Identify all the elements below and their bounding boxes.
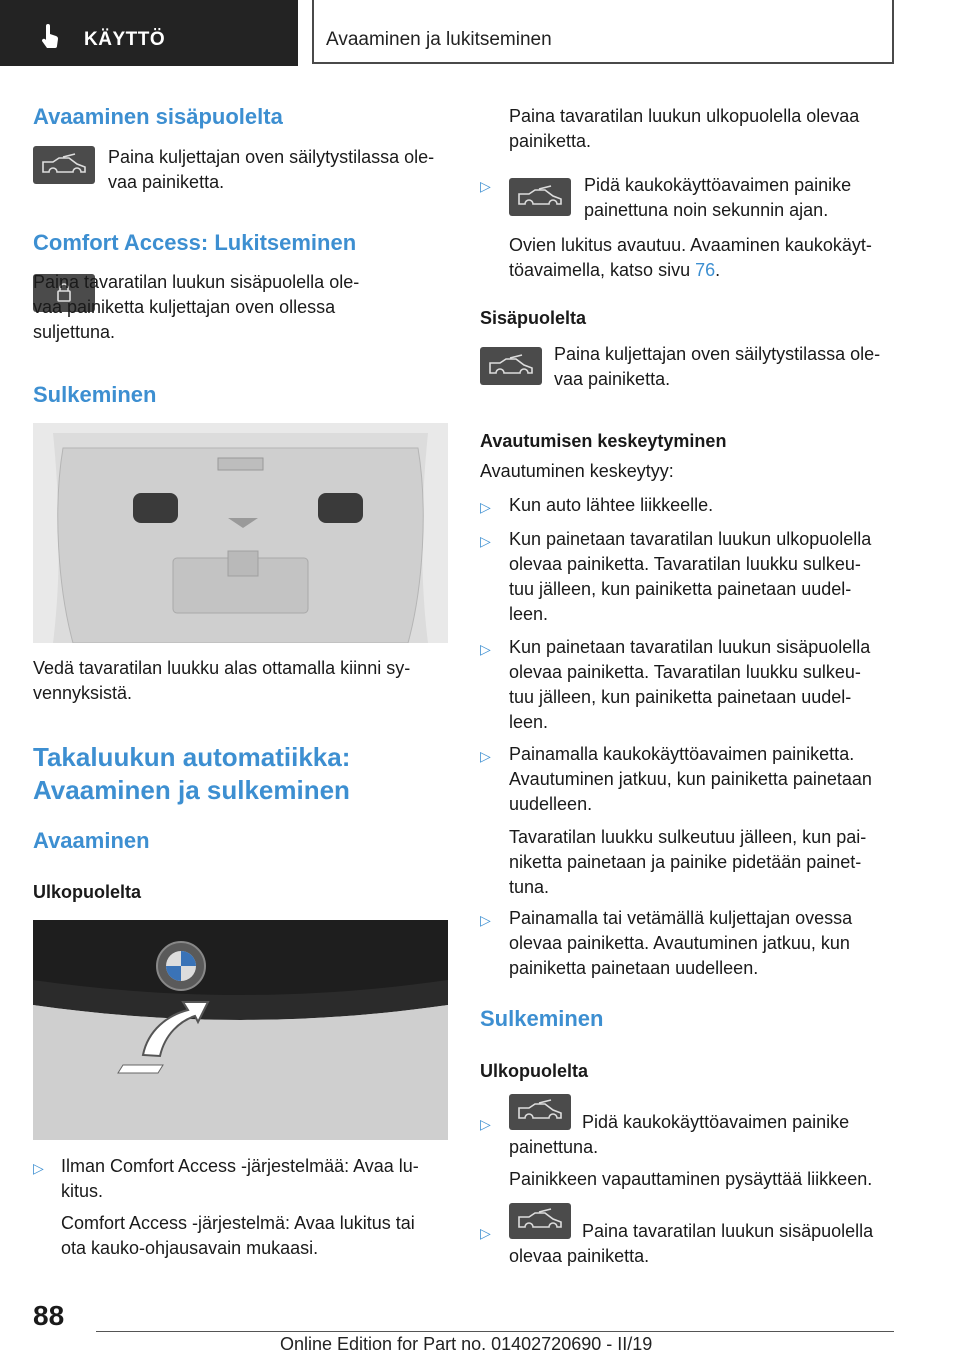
paragraph-interrupt: Avautuminen keskeytyy:: [480, 461, 674, 481]
section-tab: [0, 0, 298, 66]
heading-interrupt: Avautumisen keskeytyminen: [480, 431, 727, 451]
heading-close: Sulkeminen: [33, 382, 157, 407]
bullet-interrupt-2: Kun painetaan tavaratilan luukun ulkopuolella olevaa painiketta. Tavaratilan luukku sulkeu- tuu jälleen, kun painiketta painetaan uudel- leen.: [509, 529, 872, 624]
heading-outside-right: Ulkopuolelta: [480, 1061, 589, 1081]
tailgate-inside-button-icon: [509, 1203, 571, 1239]
bullet-icon: ▷: [480, 748, 491, 764]
tailgate-button-icon: [480, 347, 542, 385]
heading-comfort-lock: Comfort Access: Lukitseminen: [33, 230, 357, 255]
heading-open-inside: Avaaminen sisäpuolelta: [33, 104, 283, 129]
paragraph-press-outside: Paina tavaratilan luukun ulkopuolella olevaa painiketta.: [509, 106, 860, 151]
paragraph-doors-unlock: Ovien lukitus avautuu. Avaaminen kaukokäyt- töavaimella, katso sivu 76.: [509, 235, 872, 280]
footer-edition: Online Edition for Part no. 01402720690 - II/19: [280, 1334, 653, 1354]
chapter-title: Avaaminen ja lukitseminen: [326, 29, 552, 50]
heading-auto-tailgate: Takaluukun automatiikka: Avaaminen ja sulkeminen: [33, 742, 351, 805]
tailgate-interior-photo: [33, 423, 448, 643]
bullet-interrupt-5: Painamalla tai vetämällä kuljettajan ovessa olevaa painiketta. Avautuminen jatkuu, kun painiketta painetaan uudelleen.: [509, 908, 853, 978]
footer-divider: [96, 1331, 894, 1332]
bullet-no-comfort-access: Ilman Comfort Access -järjestelmää: Avaa lu- kitus.: [61, 1156, 419, 1201]
heading-close-right: Sulkeminen: [480, 1006, 604, 1031]
bullet-icon: ▷: [480, 1225, 491, 1241]
tailgate-button-icon: [33, 146, 95, 184]
bullet-interrupt-1: Kun auto lähtee liikkeelle.: [509, 495, 714, 515]
bullet-icon: ▷: [33, 1160, 44, 1176]
bullet-interrupt-3: Kun painetaan tavaratilan luukun sisäpuolella olevaa painiketta. Tavaratilan luukku sulkeu- tuu jälleen, kun painiketta painetaan uudel- leen.: [509, 637, 871, 732]
page-number: 88: [33, 1300, 65, 1331]
bullet-icon: ▷: [480, 533, 491, 549]
bullet-interrupt-4-note: Tavaratilan luukku sulkeutuu jälleen, kun pai- niketta painetaan ja painike pidetään painet- tuna.: [509, 827, 867, 897]
bullet-icon: ▷: [480, 178, 491, 194]
bullet-interrupt-4: Painamalla kaukokäyttöavaimen painiketta. Avautuminen jatkuu, kun painiketta painetaan uudelleen.: [509, 744, 872, 814]
paragraph-open-inside: Paina kuljettajan oven säilytystilassa ole- vaa painiketta.: [108, 147, 435, 192]
paragraph-close: Vedä tavaratilan luukku alas ottamalla kiinni sy- vennyksistä.: [33, 658, 411, 703]
heading-inside: Sisäpuolelta: [480, 308, 587, 328]
chapter-header: [312, 0, 894, 64]
bullet-icon: ▷: [480, 641, 491, 657]
remote-tailgate-button-icon: [509, 1094, 571, 1130]
bullet-icon: ▷: [480, 1116, 491, 1132]
bullet-close-remote: Pidä kaukokäyttöavaimen painike: [582, 1112, 850, 1132]
bullet-hold-remote: Pidä kaukokäyttöavaimen painike painettuna noin sekunnin ajan.: [584, 175, 852, 220]
hand-touch-icon: [40, 24, 60, 48]
bullet-icon: ▷: [480, 499, 491, 515]
page-link[interactable]: 76: [695, 260, 716, 280]
paragraph-release-stops: Painikkeen vapauttaminen pysäyttää liikkeen.: [509, 1169, 873, 1189]
tailgate-exterior-photo: [33, 920, 448, 1140]
paragraph-comfort-lock: Paina tavaratilan luukun sisäpuolella ole- vaa painiketta kuljettajan oven ollessa suljettuna.: [33, 272, 360, 342]
bullet-close-remote-2: painettuna.: [509, 1137, 599, 1157]
bullet-close-inside-2: olevaa painiketta.: [509, 1246, 650, 1266]
heading-open: Avaaminen: [33, 828, 150, 853]
paragraph-inside: Paina kuljettajan oven säilytystilassa ole- vaa painiketta.: [554, 344, 881, 389]
bullet-comfort-access-note: Comfort Access -järjestelmä: Avaa lukitus tai ota kauko-ohjausavain mukaasi.: [61, 1213, 415, 1258]
bullet-icon: ▷: [480, 912, 491, 928]
section-label: KÄYTTÖ: [84, 29, 166, 50]
heading-outside: Ulkopuolelta: [33, 882, 142, 902]
remote-tailgate-button-icon: [509, 178, 571, 216]
bullet-close-inside: Paina tavaratilan luukun sisäpuolella: [582, 1221, 874, 1241]
